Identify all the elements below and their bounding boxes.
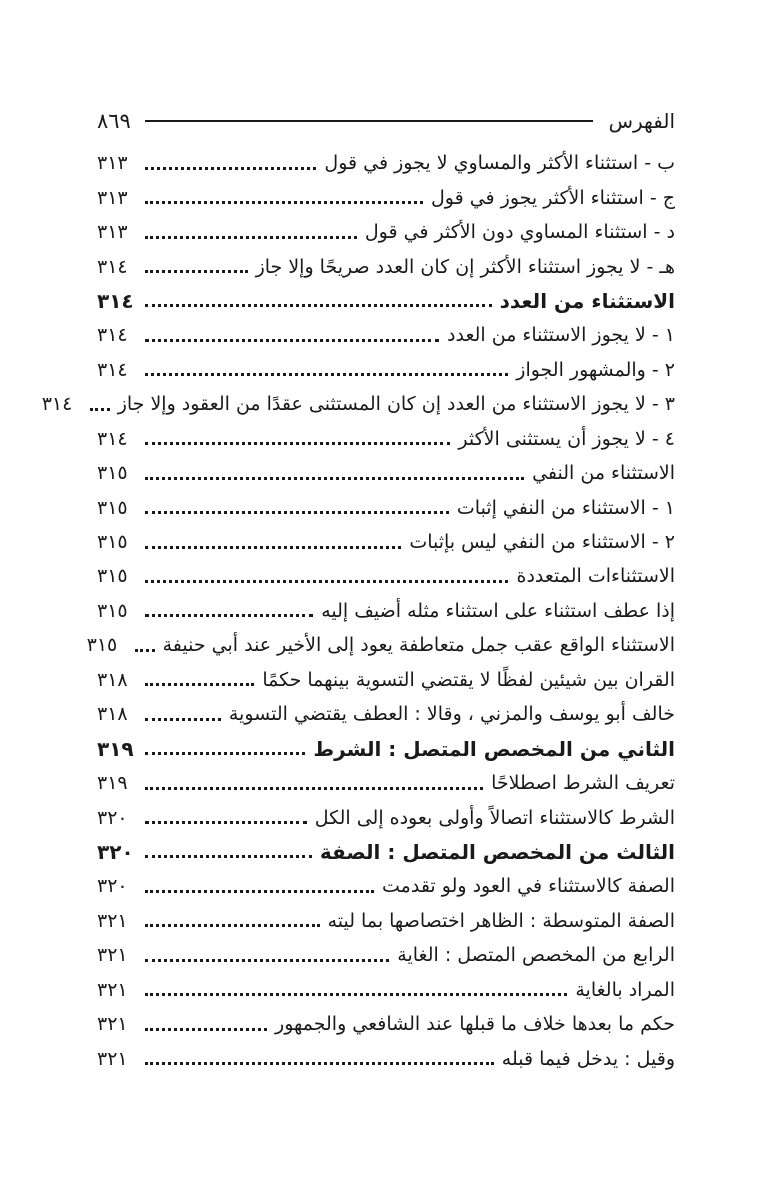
dot-leader xyxy=(145,890,374,893)
index-entry-title: ب - استثناء الأكثر والمساوي لا يجوز في قول xyxy=(324,152,675,175)
index-entry-page: ٣١٤ xyxy=(97,324,128,347)
index-entry xyxy=(97,353,675,387)
index-entry xyxy=(97,869,675,903)
dot-leader xyxy=(145,993,567,996)
index-entry xyxy=(41,387,675,421)
index-entry-title: ٤ - لا يجوز أن يستثنى الأكثر xyxy=(458,427,675,450)
dot-leader xyxy=(145,821,307,824)
dot-leader xyxy=(145,752,305,755)
index-entry xyxy=(97,1007,675,1041)
index-entry-title: المراد بالغاية xyxy=(575,978,675,1001)
index-entry xyxy=(97,249,675,283)
dot-leader xyxy=(145,373,508,376)
index-entry-title: ١ - لا يجوز الاستثناء من العدد xyxy=(447,324,675,347)
dot-leader xyxy=(145,683,254,686)
dot-leader xyxy=(145,718,221,721)
index-entry-page: ٣١٥ xyxy=(86,634,118,657)
index-entry xyxy=(97,180,675,214)
index-entry xyxy=(97,766,675,800)
dot-leader xyxy=(145,855,312,858)
index-entry xyxy=(97,215,675,249)
index-entry xyxy=(97,525,675,559)
index-entry xyxy=(97,146,675,180)
index-entry-title: حكم ما بعدها خلاف ما قبلها عند الشافعي والجمهور xyxy=(275,1013,675,1036)
index-entry-title: الثاني من المخصص المتصل : الشرط xyxy=(313,736,675,761)
index-entry-title: ٢ - الاستثناء من النفي ليس بإثبات xyxy=(409,531,675,554)
index-entry-page: ٣١٥ xyxy=(97,599,128,622)
dot-leader xyxy=(145,787,483,790)
index-entry-page: ٣٢٠ xyxy=(97,806,128,829)
index-entry xyxy=(97,938,675,972)
index-entry-title: الشرط كالاستثناء اتصالاً وأولى بعوده إلى الكل xyxy=(314,806,675,829)
dot-leader xyxy=(145,339,439,342)
index-entry-title: تعريف الشرط اصطلاحًا xyxy=(491,772,675,795)
index-entry-page: ٣١٥ xyxy=(97,531,128,554)
header-rule xyxy=(145,120,593,122)
index-entry-page: ٣١٣ xyxy=(97,186,128,209)
index-entry xyxy=(97,559,675,593)
dot-leader xyxy=(145,924,320,927)
dot-leader xyxy=(145,201,423,204)
dot-leader xyxy=(90,408,110,411)
index-entry-page: ٣١٤ xyxy=(97,358,128,381)
index-entry-page: ٣٢١ xyxy=(97,1047,128,1070)
dot-leader xyxy=(145,614,313,617)
dot-leader xyxy=(145,1028,267,1031)
index-entry-title: ٢ - والمشهور الجواز xyxy=(516,358,675,381)
index-entry-page: ٣١٤ xyxy=(97,427,128,450)
index-entry xyxy=(86,628,675,662)
dot-leader xyxy=(145,1062,494,1065)
index-list xyxy=(41,146,675,1076)
dot-leader xyxy=(145,167,316,170)
index-entry xyxy=(97,1041,675,1075)
dot-leader xyxy=(145,546,401,549)
dot-leader xyxy=(145,304,492,307)
index-entry-page: ٣١٥ xyxy=(97,496,128,519)
index-entry-title: الصفة المتوسطة : الظاهر اختصاصها بما ليته xyxy=(327,909,675,932)
index-entry-title: هـ - لا يجوز استثناء الأكثر إن كان العدد صريحًا وإلا جاز xyxy=(255,255,675,278)
index-entry-page: ٣١٨ xyxy=(97,668,128,691)
index-entry xyxy=(97,697,675,731)
page-number: ٨٦٩ xyxy=(97,109,131,133)
index-entry xyxy=(97,973,675,1007)
index-entry-title: د - استثناء المساوي دون الأكثر في قول xyxy=(364,221,675,244)
index-entry-page: ٣١٤ xyxy=(97,288,134,313)
index-entry xyxy=(97,904,675,938)
index-entry-page: ٣٢٠ xyxy=(97,839,134,864)
index-entry-page: ٣١٣ xyxy=(97,152,128,175)
dot-leader xyxy=(145,270,248,273)
dot-leader xyxy=(145,477,524,480)
page-header xyxy=(97,106,675,136)
index-entry-title: الاستثناء من العدد xyxy=(499,288,675,313)
index-entry-title: القران بين شيئين لفظًا لا يقتضي التسوية بينهما حكمًا xyxy=(262,668,675,691)
dot-leader xyxy=(145,511,449,514)
index-entry-title: الثالث من المخصص المتصل : الصفة xyxy=(319,839,675,864)
index-entry-title: الاستثناءات المتعددة xyxy=(516,565,675,588)
index-section-heading xyxy=(97,731,675,765)
index-entry-page: ٣١٤ xyxy=(97,255,128,278)
index-entry-page: ٣١٥ xyxy=(97,462,128,485)
page-header-title: الفهرس xyxy=(608,109,675,133)
index-section-heading xyxy=(97,284,675,318)
index-entry-title: ١ - الاستثناء من النفي إثبات xyxy=(456,496,675,519)
index-entry xyxy=(97,490,675,524)
index-entry-title: وقيل : يدخل فيما قبله xyxy=(501,1047,675,1070)
index-entry-title: خالف أبو يوسف والمزني ، وقالا : العطف يقتضي التسوية xyxy=(228,703,675,726)
index-entry-page: ٣١٨ xyxy=(97,703,128,726)
index-entry-title: الاستثناء من النفي xyxy=(532,462,675,485)
index-entry xyxy=(97,318,675,352)
index-entry xyxy=(97,456,675,490)
index-entry xyxy=(97,422,675,456)
index-entry-page: ٣١٤ xyxy=(41,393,73,416)
index-entry-title: الرابع من المخصص المتصل : الغاية xyxy=(397,944,675,967)
index-entry xyxy=(97,663,675,697)
index-entry-page: ٣١٣ xyxy=(97,221,128,244)
index-entry xyxy=(97,594,675,628)
index-entry-page: ٣١٥ xyxy=(97,565,128,588)
index-entry-page: ٣٢٠ xyxy=(97,875,128,898)
index-entry-page: ٣٢١ xyxy=(97,1013,128,1036)
dot-leader xyxy=(145,580,508,583)
dot-leader xyxy=(145,959,389,962)
index-entry-page: ٣٢١ xyxy=(97,944,128,967)
index-entry-title: إذا عطف استثناء على استثناء مثله أضيف إليه xyxy=(321,599,675,622)
index-entry xyxy=(97,800,675,834)
dot-leader xyxy=(145,236,357,239)
index-entry-page: ٣١٩ xyxy=(97,736,134,761)
index-entry-title: ج - استثناء الأكثر يجوز في قول xyxy=(430,186,675,209)
index-entry-page: ٣١٩ xyxy=(97,772,128,795)
dot-leader xyxy=(135,649,155,652)
index-section-heading xyxy=(97,835,675,869)
index-entry-page: ٣٢١ xyxy=(97,978,128,1001)
index-entry-title: الاستثناء الواقع عقب جمل متعاطفة يعود إلى الأخير عند أبي حنيفة xyxy=(162,634,675,657)
dot-leader xyxy=(145,442,450,445)
index-entry-title: الصفة كالاستثناء في العود ولو تقدمت xyxy=(382,875,675,898)
index-entry-title: ٣ - لا يجوز الاستثناء من العدد إن كان المستثنى عقدًا من العقود وإلا جاز xyxy=(117,393,675,416)
index-entry-page: ٣٢١ xyxy=(97,909,128,932)
